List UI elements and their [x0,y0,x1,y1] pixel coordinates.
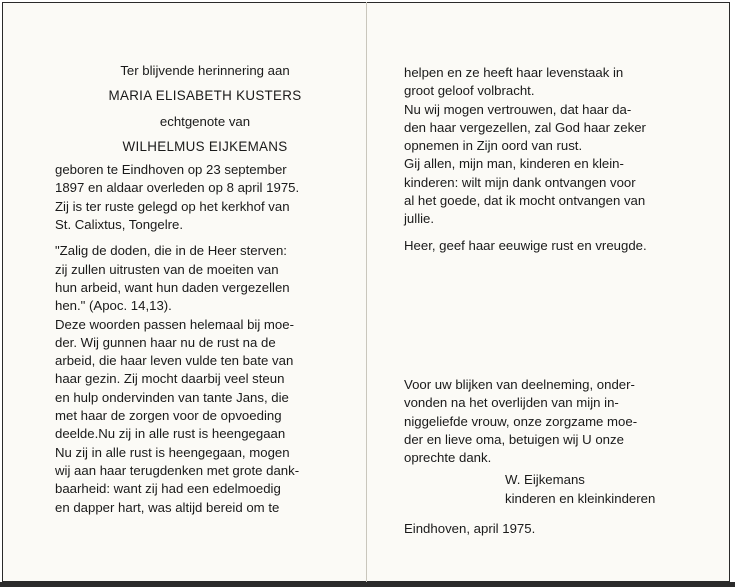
para3-line-4: jullie. [404,211,435,227]
place-date: Eindhoven, april 1975. [404,521,536,537]
body-line-4: haar gezin. Zij mocht daarbij veel steun [55,371,285,387]
thanks-line-4: der en lieve oma, betuigen wij U onze [404,431,624,447]
bio-line-2: 1897 en aldaar overleden op 8 april 1975. [55,180,300,196]
thanks-line-2: vonden na het overlijden van mijn in- [404,395,619,411]
thanks-line-3: niggeliefde vrouw, onze zorgzame moe- [404,413,638,429]
body-line-3: arbeid, die haar leven vulde ten bate van [55,353,294,369]
spouse-name: WILHELMUS EIJKEMANS [122,138,288,154]
para2-line-1: Nu wij mogen vertrouwen, dat haar da- [404,101,632,117]
quote-line-2: zij zullen uitrusten van de moeiten van [55,261,279,277]
bio-line-3: Zij is ter ruste gelegd op het kerkhof van [55,198,290,214]
signature-family: kinderen en kleinkinderen [505,490,656,506]
body-line-2: der. Wij gunnen haar nu de rust na de [55,334,276,350]
left-page [55,62,355,517]
para3-line-3: al het goede, dat ik mocht ontvangen van [404,193,646,209]
para3-line-2: kinderen: wilt mijn dank ontvangen voor [404,174,636,190]
body-line-8: Nu zij in alle rust is heengegaan, mogen [55,444,290,460]
prayer-line: Heer, geef haar eeuwige rust en vreugde. [404,237,647,253]
body-line-11: en dapper hart, was altijd bereid om te [55,499,280,515]
spouse-relation: echtgenote van [159,113,251,129]
thanks-line-5: oprechte dank. [404,450,492,466]
card-bottom-edge [0,582,735,587]
deceased-name: MARIA ELISABETH KUSTERS [108,88,302,104]
right-page [404,64,704,538]
body-line-7: deelde.Nu zij in alle rust is heengegaan [55,426,286,442]
bio-line-1: geboren te Eindhoven op 23 september [55,162,287,178]
quote-line-4: hen." (Apoc. 14,13). [55,298,172,314]
quote-line-1: "Zalig de doden, die in de Heer sterven: [55,243,287,259]
header-line-1: Ter blijvende herinnering aan [120,63,290,78]
signature-name: W. Eijkemans [505,472,585,488]
body-line-10: baarheid: want zij had een edelmoedig [55,481,281,497]
body-line-1: Deze woorden passen helemaal bij moe- [55,316,294,332]
para2-line-2: den haar vergezellen, zal God haar zeker [404,119,646,135]
card-fold-line [366,2,367,582]
body-line-5: en hulp ondervinden van tante Jans, die [55,389,289,405]
para2-line-3: opnemen in Zijn oord van rust. [404,138,583,154]
para1-line-2: groot geloof volbracht. [404,83,535,99]
para1-line-1: helpen en ze heeft haar levenstaak in [404,65,624,80]
body-line-6: met haar de zorgen voor de opvoeding [55,408,282,424]
thanks-line-1: Voor uw blijken van deelneming, onder- [404,376,635,392]
bio-line-4: St. Calixtus, Tongelre. [55,217,184,233]
para3-line-1: Gij allen, mijn man, kinderen en klein- [404,156,624,172]
quote-line-3: hun arbeid, want hun daden vergezellen [55,279,290,295]
body-line-9: wij aan haar terugdenken met grote dank- [55,462,300,478]
